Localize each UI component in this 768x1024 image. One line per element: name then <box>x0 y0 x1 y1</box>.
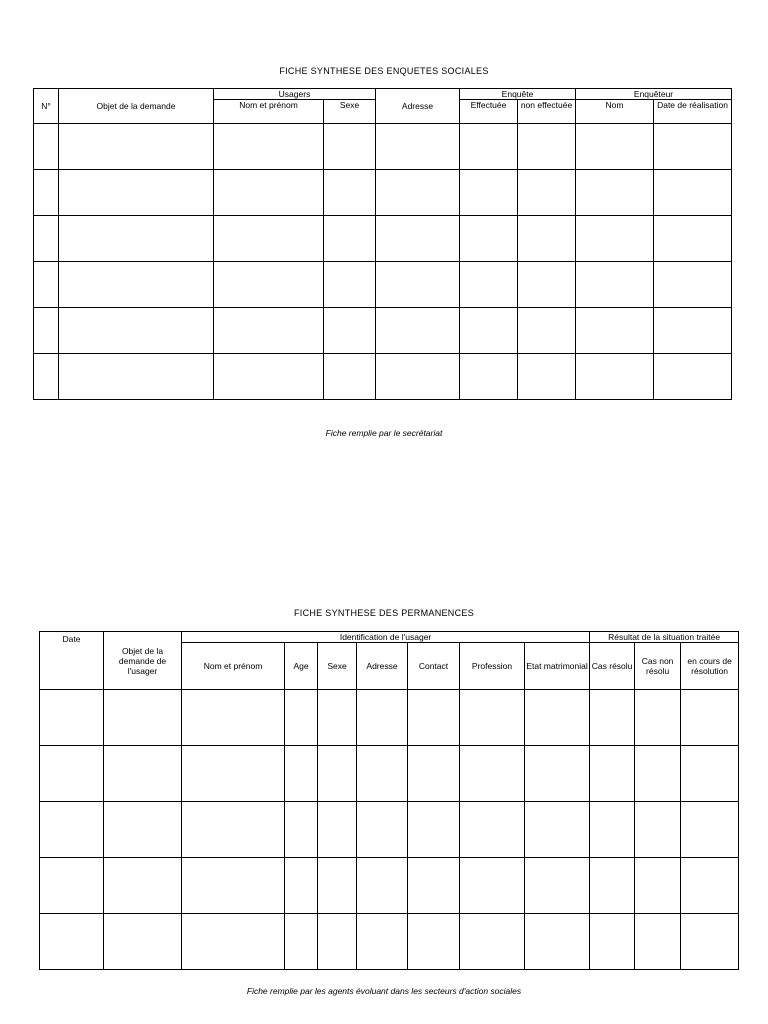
table-cell <box>460 914 525 970</box>
table-cell <box>518 354 576 400</box>
table-cell <box>460 308 518 354</box>
table-cell <box>318 914 357 970</box>
header-enqueteur: Enquêteur <box>576 89 732 100</box>
table-row <box>40 802 739 858</box>
table-cell <box>214 216 324 262</box>
table-cell <box>104 858 182 914</box>
table-cell <box>40 858 104 914</box>
table-cell <box>576 170 654 216</box>
table-cell <box>324 216 376 262</box>
table-cell <box>182 858 285 914</box>
table-cell <box>40 914 104 970</box>
table-cell <box>376 216 460 262</box>
table-cell <box>681 690 739 746</box>
table-cell <box>34 216 59 262</box>
table-cell <box>34 124 59 170</box>
table-cell <box>376 354 460 400</box>
table-cell <box>654 262 732 308</box>
table-cell <box>182 690 285 746</box>
header-nom: Nom <box>576 100 654 124</box>
header-effectuee: Effectuée <box>460 100 518 124</box>
table-cell <box>285 746 318 802</box>
table-cell <box>525 914 590 970</box>
table-cell <box>635 746 681 802</box>
header-resultat: Résultat de la situation traitée <box>590 632 739 643</box>
header-contact: Contact <box>408 643 460 690</box>
table-cell <box>576 354 654 400</box>
header-cas-non-resolu: Cas non résolu <box>635 643 681 690</box>
table-cell <box>182 914 285 970</box>
header-sexe: Sexe <box>324 100 376 124</box>
table-cell <box>635 690 681 746</box>
table-cell <box>34 262 59 308</box>
table-cell <box>59 354 214 400</box>
table-cell <box>357 858 408 914</box>
table-cell <box>104 914 182 970</box>
header-adresse: Adresse <box>376 89 460 124</box>
table-cell <box>214 262 324 308</box>
table-cell <box>104 802 182 858</box>
header-usagers: Usagers <box>214 89 376 100</box>
table-cell <box>285 858 318 914</box>
table-cell <box>590 690 635 746</box>
table-cell <box>59 216 214 262</box>
table-cell <box>104 746 182 802</box>
table-cell <box>635 858 681 914</box>
table-cell <box>681 914 739 970</box>
header-age: Age <box>285 643 318 690</box>
table-cell <box>576 308 654 354</box>
table-cell <box>357 802 408 858</box>
table-cell <box>460 802 525 858</box>
table-cell <box>408 802 460 858</box>
table-cell <box>576 216 654 262</box>
table-cell <box>681 858 739 914</box>
table-cell <box>635 802 681 858</box>
table-cell <box>59 308 214 354</box>
table-cell <box>182 746 285 802</box>
header-nom-prenom: Nom et prénom <box>214 100 324 124</box>
table-cell <box>324 124 376 170</box>
table-cell <box>214 354 324 400</box>
table-cell <box>460 262 518 308</box>
table-row <box>34 354 732 400</box>
table-cell <box>460 216 518 262</box>
table-cell <box>324 170 376 216</box>
table-cell <box>59 262 214 308</box>
table-cell <box>40 690 104 746</box>
header-sexe: Sexe <box>318 643 357 690</box>
table-cell <box>376 308 460 354</box>
table-cell <box>408 746 460 802</box>
table-cell <box>654 354 732 400</box>
table-cell <box>654 216 732 262</box>
table-cell <box>376 124 460 170</box>
table-cell <box>590 746 635 802</box>
table-row <box>40 690 739 746</box>
form2-caption: Fiche remplie par les agents évoluant dans les secteurs d'action sociales <box>246 986 522 996</box>
table-cell <box>590 858 635 914</box>
table-cell <box>518 216 576 262</box>
table-cell <box>518 308 576 354</box>
header-adresse: Adresse <box>357 643 408 690</box>
table-cell <box>518 262 576 308</box>
table-cell <box>460 124 518 170</box>
header-nom-prenom: Nom et prénom <box>182 643 285 690</box>
table-cell <box>460 858 525 914</box>
table-cell <box>182 802 285 858</box>
table-cell <box>318 858 357 914</box>
table-cell <box>59 170 214 216</box>
table-cell <box>40 802 104 858</box>
header-en-cours: en cours de résolution <box>681 643 739 690</box>
table-row <box>34 170 732 216</box>
header-non-effectuee: non effectuée <box>518 100 576 124</box>
table-cell <box>460 746 525 802</box>
table-cell <box>34 354 59 400</box>
table-cell <box>214 170 324 216</box>
table-cell <box>525 802 590 858</box>
table-cell <box>376 170 460 216</box>
table-cell <box>654 170 732 216</box>
table-cell <box>318 802 357 858</box>
table-cell <box>460 354 518 400</box>
table-cell <box>576 262 654 308</box>
table-cell <box>460 170 518 216</box>
table-cell <box>214 124 324 170</box>
header-objet: Objet de la demande <box>59 89 214 124</box>
header-num: N° <box>34 89 59 124</box>
table-cell <box>34 308 59 354</box>
table-cell <box>40 746 104 802</box>
table-cell <box>460 690 525 746</box>
header-enquete: Enquête <box>460 89 576 100</box>
form1-caption: Fiche remplie par le secrétariat <box>325 428 443 438</box>
table-cell <box>681 746 739 802</box>
table-cell <box>357 914 408 970</box>
header-profession: Profession <box>460 643 525 690</box>
table-cell <box>408 914 460 970</box>
enquetes-sociales-table <box>33 88 732 400</box>
table-row <box>40 914 739 970</box>
table-cell <box>590 914 635 970</box>
table-row <box>34 262 732 308</box>
table-cell <box>408 690 460 746</box>
table-cell <box>635 914 681 970</box>
table-cell <box>214 308 324 354</box>
table-cell <box>654 308 732 354</box>
header-cas-resolu: Cas résolu <box>590 643 635 690</box>
table-cell <box>681 802 739 858</box>
table-cell <box>104 690 182 746</box>
table-cell <box>318 746 357 802</box>
table-row <box>34 216 732 262</box>
table-cell <box>576 124 654 170</box>
table-cell <box>285 690 318 746</box>
table-cell <box>376 262 460 308</box>
table-cell <box>285 914 318 970</box>
table-row <box>40 746 739 802</box>
permanences-table <box>39 631 739 970</box>
table-cell <box>518 170 576 216</box>
header-date: Date <box>40 632 104 690</box>
table-row <box>34 124 732 170</box>
table-cell <box>34 170 59 216</box>
table-row <box>40 858 739 914</box>
header-identification: Identification de l'usager <box>182 632 590 643</box>
table-cell <box>59 124 214 170</box>
form1-title: FICHE SYNTHESE DES ENQUETES SOCIALES <box>279 66 489 76</box>
table-cell <box>525 746 590 802</box>
header-date-realisation: Date de réalisation <box>654 100 732 124</box>
form2-title: FICHE SYNTHESE DES PERMANENCES <box>293 608 475 618</box>
table-cell <box>518 124 576 170</box>
table-cell <box>318 690 357 746</box>
table-cell <box>525 858 590 914</box>
table-cell <box>324 262 376 308</box>
table-cell <box>408 858 460 914</box>
table-row <box>34 308 732 354</box>
table-cell <box>324 308 376 354</box>
table-cell <box>525 690 590 746</box>
header-etat-matrimonial: Etat matrimonial <box>525 643 590 690</box>
table-cell <box>324 354 376 400</box>
table-cell <box>285 802 318 858</box>
table-cell <box>654 124 732 170</box>
table-cell <box>590 802 635 858</box>
table-cell <box>357 690 408 746</box>
table-cell <box>357 746 408 802</box>
header-objet: Objet de la demande de l'usager <box>104 632 182 690</box>
